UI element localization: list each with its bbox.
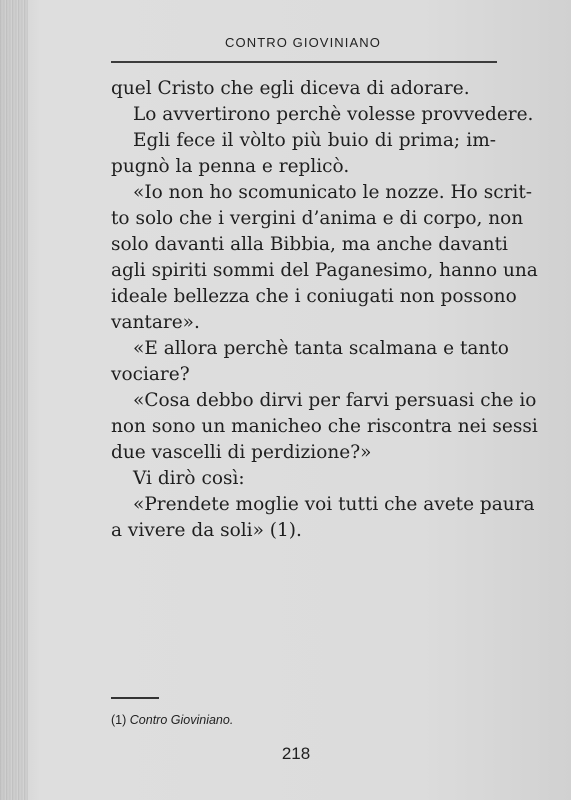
text-line: «Cosa debbo dirvi per farvi persuasi che io bbox=[133, 390, 537, 411]
text-line: vantare». bbox=[111, 312, 200, 333]
page-number: 218 bbox=[281, 744, 311, 763]
text-line: agli spiriti sommi del Paganesimo, hanno una bbox=[111, 260, 538, 281]
header-rule bbox=[111, 61, 497, 63]
text-line: «E allora perchè tanta scalmana e tanto bbox=[133, 338, 509, 359]
text-line: Lo avvertirono perchè volesse provvedere. bbox=[133, 104, 534, 125]
text-line: Egli fece il vòlto più buio di prima; im- bbox=[133, 130, 496, 151]
text-line: solo davanti alla Bibbia, ma anche davanti bbox=[111, 234, 508, 255]
text-line: quel Cristo che egli diceva di adorare. bbox=[111, 78, 470, 99]
footnote-rule bbox=[111, 697, 159, 699]
text-line: to solo che i vergini d’anima e di corpo, non bbox=[111, 208, 524, 229]
text-line: Vi dirò così: bbox=[133, 468, 245, 489]
text-line: «Io non ho scomunicato le nozze. Ho scrit- bbox=[133, 182, 533, 203]
text-line: a vivere da soli» (1). bbox=[111, 520, 302, 541]
body-text bbox=[111, 76, 538, 544]
text-line: «Prendete moglie voi tutti che avete paura bbox=[133, 494, 535, 515]
footnote bbox=[111, 713, 411, 727]
text-line: due vascelli di perdizione?» bbox=[111, 442, 372, 463]
text-line: vociare? bbox=[111, 364, 190, 385]
running-head: CONTRO GIOVINIANO bbox=[225, 35, 381, 50]
text-line: non sono un manicheo che riscontra nei sessi bbox=[111, 416, 538, 437]
footnote-marker: (1) bbox=[111, 713, 127, 727]
page-spine-shadow bbox=[0, 0, 28, 800]
text-line: ideale bellezza che i coniugati non possono bbox=[111, 286, 517, 307]
footnote-title: Contro Gioviniano. bbox=[129, 713, 234, 727]
text-line: pugnò la penna e replicò. bbox=[111, 156, 350, 177]
